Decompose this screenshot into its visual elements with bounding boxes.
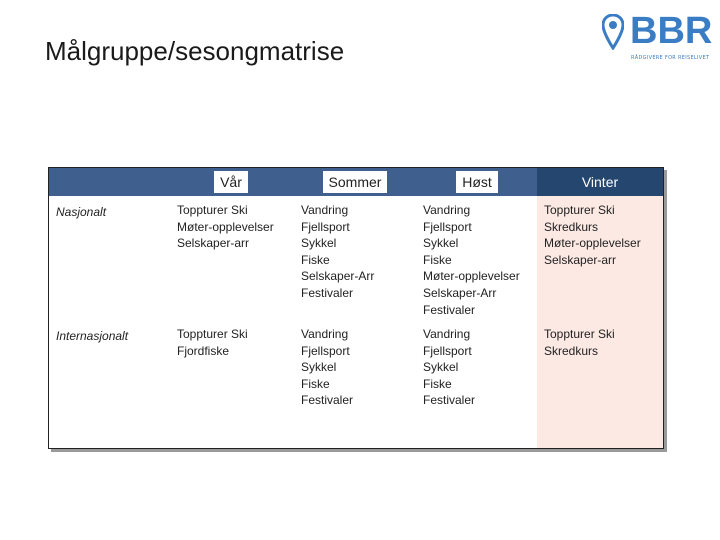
cell-item: Vandring (423, 327, 471, 341)
cell-item: Fiske (423, 252, 452, 267)
cell-item: Fjellsport (423, 219, 472, 234)
cell-internasjonalt-var (177, 326, 248, 359)
cell-item: Fiske (423, 376, 452, 391)
cell-item: Festivaler (301, 285, 354, 300)
cell-item: Sykkel (423, 236, 459, 251)
cell-item: Sykkel (423, 360, 459, 375)
cell-item: Toppturer Ski (544, 203, 615, 217)
cell-item: Selskaper-Arr (423, 285, 497, 300)
row-label-nasjonalt: Nasjonalt (56, 205, 107, 219)
cell-item: Vandring (301, 203, 349, 217)
header-sommer: Sommer (293, 168, 417, 196)
cell-item: Festivaler (423, 393, 476, 408)
cell-item: Vandring (423, 203, 471, 217)
cell-item: Møter-opplevelser (423, 269, 520, 284)
cell-item: Møter-opplevelser (177, 219, 274, 234)
segment-season-matrix (48, 167, 664, 449)
cell-item: Sykkel (301, 236, 337, 251)
cell-internasjonalt-vinter (544, 326, 615, 359)
cell-item: Festivaler (423, 302, 476, 317)
location-pin-icon (602, 14, 624, 50)
slide-title: Målgruppe/sesongmatrise (45, 36, 345, 66)
cell-item: Fiske (301, 252, 330, 267)
cell-item: Sykkel (301, 360, 337, 375)
matrix-header-row (49, 168, 663, 196)
bbr-logo (600, 8, 713, 64)
cell-internasjonalt-host (423, 326, 475, 409)
cell-nasjonalt-var (177, 202, 274, 252)
header-host: Høst (417, 168, 537, 196)
cell-item: Skredkurs (544, 343, 599, 358)
cell-nasjonalt-host (423, 202, 520, 318)
cell-item: Fjordfiske (177, 343, 230, 358)
cell-item: Selskaper-Arr (301, 269, 375, 284)
header-vinter: Vinter (537, 168, 663, 196)
cell-item: Vandring (301, 327, 349, 341)
cell-item: Toppturer Ski (544, 327, 615, 341)
cell-nasjonalt-vinter (544, 202, 641, 268)
logo-tagline: RÅDGIVERE FOR REISELIVET (631, 55, 710, 61)
cell-item: Fjellsport (423, 343, 472, 358)
cell-item: Skredkurs (544, 219, 599, 234)
cell-item: Selskaper-arr (177, 236, 250, 251)
header-var: Vår (169, 168, 293, 196)
cell-item: Toppturer Ski (177, 327, 248, 341)
cell-item: Fjellsport (301, 343, 350, 358)
cell-internasjonalt-sommer (301, 326, 353, 409)
cell-item: Møter-opplevelser (544, 236, 641, 251)
cell-item: Fjellsport (301, 219, 350, 234)
cell-item: Toppturer Ski (177, 203, 248, 217)
cell-nasjonalt-sommer (301, 202, 374, 302)
logo-wordmark: BBR (630, 10, 713, 52)
cell-item: Festivaler (301, 393, 354, 408)
cell-item: Fiske (301, 376, 330, 391)
row-label-internasjonalt: Internasjonalt (56, 329, 129, 343)
cell-item: Selskaper-arr (544, 252, 617, 267)
